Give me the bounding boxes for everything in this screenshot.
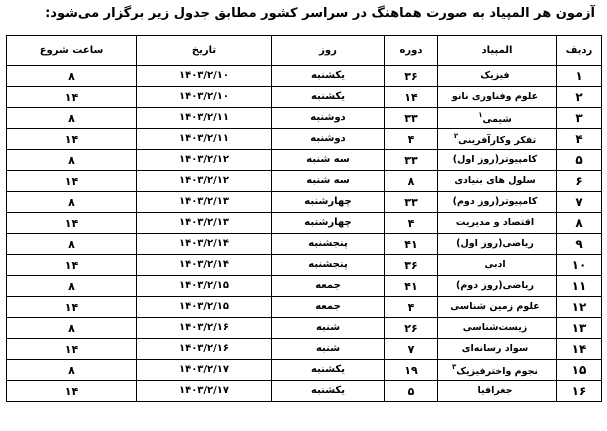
table-row xyxy=(7,360,602,381)
olympiad-name: اقتصاد و مدیریت xyxy=(455,217,535,229)
cell-date: ۱۴۰۳/۲/۱۳ xyxy=(137,192,272,213)
cell-day: یکشنبه xyxy=(272,87,385,108)
cell-day: یکشنبه xyxy=(272,360,385,381)
cell-date: ۱۴۰۳/۲/۱۰ xyxy=(137,87,272,108)
olympiad-name: ریاضی(روز اول) xyxy=(456,238,534,250)
cell-date: ۱۴۰۳/۲/۱۷ xyxy=(137,381,272,402)
cell-period: ۴ xyxy=(385,213,438,234)
cell-period: ۴۱ xyxy=(385,276,438,297)
olympiad-name: علوم زمین شناسی xyxy=(450,301,540,313)
header-row-number: ردیف xyxy=(557,36,602,66)
cell-row-number: ۱۲ xyxy=(557,297,602,318)
cell-start-time: ۸ xyxy=(7,234,137,255)
olympiad-name: علوم وفناوری نانو xyxy=(451,91,539,103)
cell-row-number: ۱۱ xyxy=(557,276,602,297)
cell-olympiad xyxy=(438,381,557,402)
cell-day: یکشنبه xyxy=(272,381,385,402)
header-olympiad: المپیاد xyxy=(438,36,557,66)
table-row xyxy=(7,66,602,87)
olympiad-name: سلول های بنیادی xyxy=(454,175,536,187)
cell-row-number: ۱۰ xyxy=(557,255,602,276)
cell-period: ۲۶ xyxy=(385,318,438,339)
cell-day: دوشنبه xyxy=(272,129,385,150)
cell-row-number: ۴ xyxy=(557,129,602,150)
footnote-marker: ۳ xyxy=(451,362,457,371)
header-period: دوره xyxy=(385,36,438,66)
cell-olympiad xyxy=(438,171,557,192)
table-row xyxy=(7,255,602,276)
cell-start-time: ۱۴ xyxy=(7,87,137,108)
cell-row-number: ۳ xyxy=(557,108,602,129)
cell-day: چهارشنبه xyxy=(272,213,385,234)
olympiad-name: جغرافیا xyxy=(477,385,513,397)
cell-period: ۳۳ xyxy=(385,150,438,171)
olympiad-name: زیست‌شناسی xyxy=(462,322,528,334)
cell-start-time: ۸ xyxy=(7,192,137,213)
footnote-marker: ۱ xyxy=(478,110,483,119)
cell-period: ۱۴ xyxy=(385,87,438,108)
table-row xyxy=(7,129,602,150)
table-row xyxy=(7,171,602,192)
cell-start-time: ۱۴ xyxy=(7,297,137,318)
cell-start-time: ۸ xyxy=(7,66,137,87)
cell-row-number: ۸ xyxy=(557,213,602,234)
header-date: تاریخ xyxy=(137,36,272,66)
cell-olympiad xyxy=(438,339,557,360)
cell-period: ۴ xyxy=(385,129,438,150)
olympiad-name: سواد رسانه‌ای xyxy=(461,343,529,355)
cell-olympiad xyxy=(438,360,557,381)
cell-period: ۳۶ xyxy=(385,255,438,276)
cell-olympiad xyxy=(438,276,557,297)
table-row xyxy=(7,297,602,318)
cell-period: ۵ xyxy=(385,381,438,402)
cell-row-number: ۱۶ xyxy=(557,381,602,402)
cell-period: ۱۹ xyxy=(385,360,438,381)
cell-start-time: ۸ xyxy=(7,318,137,339)
cell-olympiad xyxy=(438,192,557,213)
schedule-table xyxy=(6,35,602,402)
cell-period: ۳۳ xyxy=(385,192,438,213)
table-row xyxy=(7,381,602,402)
cell-day: سه شنبه xyxy=(272,150,385,171)
cell-olympiad xyxy=(438,318,557,339)
table-row xyxy=(7,213,602,234)
page-title: آزمون هر المپیاد به صورت هماهنگ در سراسر کشور مطابق جدول زیر برگزار می‌شود: xyxy=(45,6,595,21)
cell-day: دوشنبه xyxy=(272,108,385,129)
header-day: روز xyxy=(272,36,385,66)
cell-date: ۱۴۰۳/۲/۱۱ xyxy=(137,108,272,129)
cell-date: ۱۴۰۳/۲/۱۰ xyxy=(137,66,272,87)
cell-date: ۱۴۰۳/۲/۱۲ xyxy=(137,150,272,171)
olympiad-name: شیمی xyxy=(482,113,512,125)
cell-row-number: ۹ xyxy=(557,234,602,255)
cell-row-number: ۵ xyxy=(557,150,602,171)
cell-row-number: ۷ xyxy=(557,192,602,213)
cell-period: ۴۱ xyxy=(385,234,438,255)
cell-period: ۴ xyxy=(385,297,438,318)
cell-date: ۱۴۰۳/۲/۱۶ xyxy=(137,339,272,360)
schedule-table-container xyxy=(6,35,602,402)
cell-row-number: ۲ xyxy=(557,87,602,108)
cell-olympiad xyxy=(438,255,557,276)
cell-period: ۳۶ xyxy=(385,66,438,87)
cell-row-number: ۶ xyxy=(557,171,602,192)
cell-olympiad xyxy=(438,213,557,234)
cell-day: پنجشنبه xyxy=(272,234,385,255)
cell-day: شنبه xyxy=(272,339,385,360)
cell-day: شنبه xyxy=(272,318,385,339)
olympiad-name: فیزیک xyxy=(480,70,510,82)
table-row xyxy=(7,108,602,129)
cell-date: ۱۴۰۳/۲/۱۷ xyxy=(137,360,272,381)
cell-day: سه شنبه xyxy=(272,171,385,192)
cell-start-time: ۱۴ xyxy=(7,213,137,234)
cell-start-time: ۱۴ xyxy=(7,129,137,150)
olympiad-name: تفکر وکارآفرینی xyxy=(458,134,537,146)
cell-olympiad xyxy=(438,150,557,171)
cell-olympiad xyxy=(438,129,557,150)
footnote-marker: ۲ xyxy=(453,131,459,140)
cell-row-number: ۱۵ xyxy=(557,360,602,381)
olympiad-name: ریاضی(روز دوم) xyxy=(456,280,534,292)
cell-day: پنجشنبه xyxy=(272,255,385,276)
cell-date: ۱۴۰۳/۲/۱۵ xyxy=(137,276,272,297)
cell-olympiad xyxy=(438,234,557,255)
cell-date: ۱۴۰۳/۲/۱۵ xyxy=(137,297,272,318)
olympiad-name: کامپیوتر(روز اول) xyxy=(452,154,538,166)
table-row xyxy=(7,339,602,360)
cell-start-time: ۸ xyxy=(7,150,137,171)
cell-olympiad xyxy=(438,66,557,87)
cell-row-number: ۱ xyxy=(557,66,602,87)
table-row xyxy=(7,318,602,339)
cell-date: ۱۴۰۳/۲/۱۴ xyxy=(137,234,272,255)
cell-day: یکشنبه xyxy=(272,66,385,87)
cell-olympiad xyxy=(438,108,557,129)
cell-day: جمعه xyxy=(272,297,385,318)
cell-start-time: ۱۴ xyxy=(7,339,137,360)
cell-date: ۱۴۰۳/۲/۱۶ xyxy=(137,318,272,339)
cell-period: ۷ xyxy=(385,339,438,360)
cell-row-number: ۱۴ xyxy=(557,339,602,360)
table-row xyxy=(7,192,602,213)
cell-period: ۸ xyxy=(385,171,438,192)
cell-start-time: ۱۴ xyxy=(7,255,137,276)
cell-day: چهارشنبه xyxy=(272,192,385,213)
olympiad-name: کامپیوتر(روز دوم) xyxy=(452,196,538,208)
cell-day: جمعه xyxy=(272,276,385,297)
table-body xyxy=(7,66,602,402)
table-row xyxy=(7,276,602,297)
table-row xyxy=(7,234,602,255)
cell-start-time: ۸ xyxy=(7,108,137,129)
olympiad-name: ادبی xyxy=(484,259,506,271)
cell-olympiad xyxy=(438,297,557,318)
cell-start-time: ۸ xyxy=(7,276,137,297)
cell-period: ۳۳ xyxy=(385,108,438,129)
cell-date: ۱۴۰۳/۲/۱۳ xyxy=(137,213,272,234)
table-row xyxy=(7,150,602,171)
cell-date: ۱۴۰۳/۲/۱۲ xyxy=(137,171,272,192)
olympiad-name: نجوم واخترفیزیک xyxy=(456,365,539,377)
cell-date: ۱۴۰۳/۲/۱۱ xyxy=(137,129,272,150)
cell-olympiad xyxy=(438,87,557,108)
table-row xyxy=(7,87,602,108)
table-header-row xyxy=(7,36,602,66)
header-start-time: ساعت شروع xyxy=(7,36,137,66)
cell-row-number: ۱۳ xyxy=(557,318,602,339)
cell-date: ۱۴۰۳/۲/۱۴ xyxy=(137,255,272,276)
cell-start-time: ۸ xyxy=(7,360,137,381)
cell-start-time: ۱۴ xyxy=(7,171,137,192)
cell-start-time: ۱۴ xyxy=(7,381,137,402)
